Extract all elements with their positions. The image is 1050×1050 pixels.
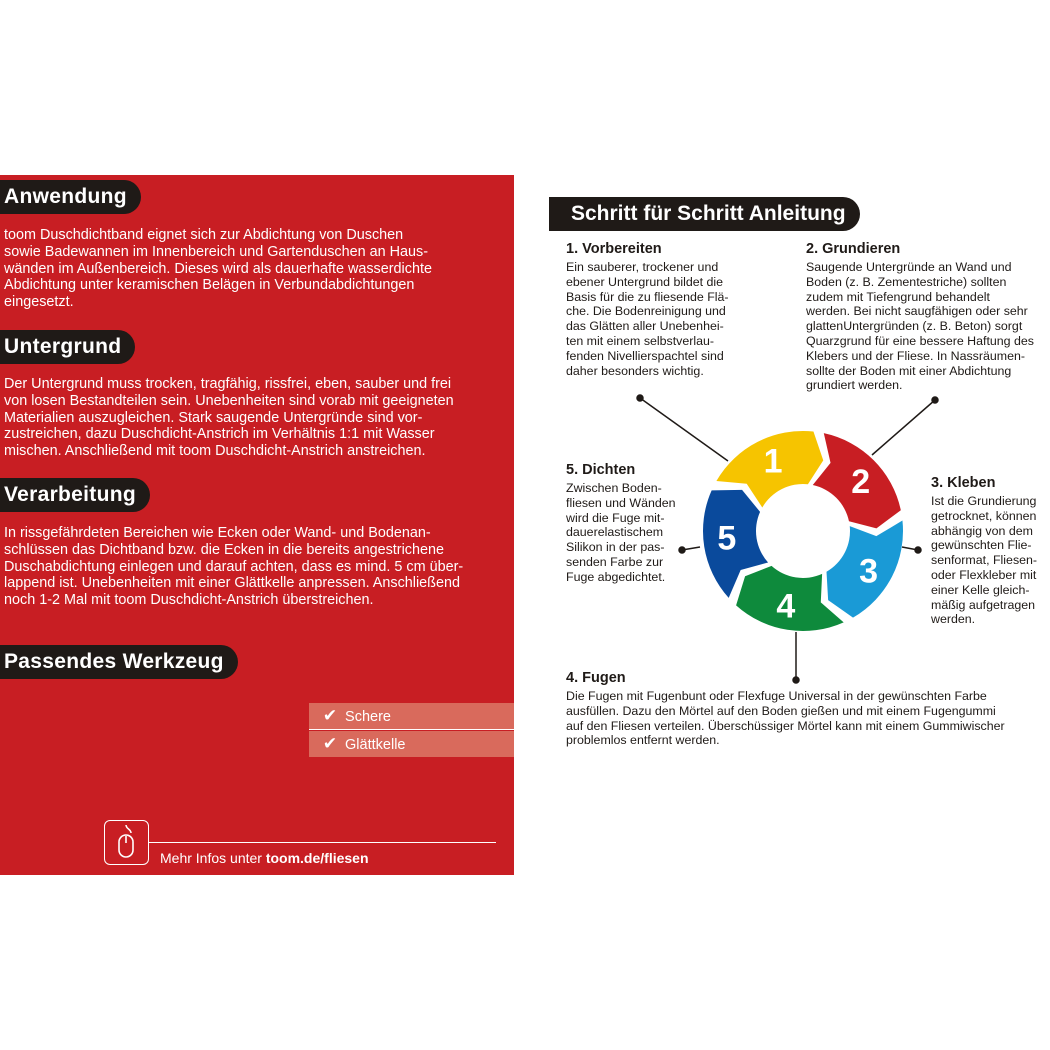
untergrund-text: Der Untergrund muss trocken, tragfähig, rissfrei, eben, sauber und frei von losen Bestandteilen sein. Unebenheiten sind vorab mit geeigneten Materialien auszugleichen. Stark saugende Untergründe sind vor- zustreichen, dazu Duschdicht-Anstrich im Verhältnis 1:1 mit Wasser mischen. Anschließend mit toom Duschdicht-Anstrich anstreichen.: [4, 376, 454, 460]
connector-step-2: [872, 400, 935, 455]
step-5-text: Zwischen Boden- fliesen und Wänden wird die Fuge mit- dauerelastischem Silikon in der pas- senden Farbe zur Fuge abgedichtet.: [566, 481, 676, 584]
step-4-text: Die Fugen mit Fugenbunt oder Flexfuge Universal in der gewünschten Farbe ausfüllen. Dazu den Mörtel auf den Boden gießen und mit einem Fugengummi auf den Fliesen verteilen. Überschüssiger Mörtel kann mit einem Gummiwischer problemlos entfernt werden.: [566, 689, 1005, 748]
connector-step-1: [640, 398, 728, 461]
werkzeug-heading: Passendes Werkzeug: [0, 645, 238, 679]
connector-dot-2: [932, 397, 938, 403]
step-4-title: 4. Fugen: [566, 670, 626, 686]
step-2-text: Saugende Untergründe an Wand und Boden (z. B. Zementestriche) sollten zudem mit Tiefengrund behandelt werden. Bei nicht saugfähigen oder sehr glattenUntergründen (z. B. Beton) sorgt Quarzgrund für eine bessere Haftung des Klebers und der Fliese. In Nassräumen- sollte der Boden mit einer Abdichtung grundiert werden.: [806, 260, 1034, 393]
step-3-text: Ist die Grundierung getrocknet, können abhängig von dem gewünschten Flie- senformat, Fliesen- oder Flexkleber mit einer Kelle gleich- mäßig aufgetragen werden.: [931, 494, 1038, 627]
cycle-label-3: 3: [859, 552, 879, 591]
step-1-text: Ein sauberer, trockener und ebener Untergrund bildet die Basis für die zu fliesende Flä- che. Die Bodenreinigung und das Glätten aller Unebenhei- ten mit einem selbstverlau- fenden Nivellierspachtel sind daher besonders wichtig.: [566, 260, 729, 378]
cycle-label-2: 2: [851, 462, 871, 501]
untergrund-heading: Untergrund: [0, 330, 135, 364]
guide-title: Schritt für Schritt Anleitung: [549, 197, 860, 231]
step-5-title: 5. Dichten: [566, 462, 636, 478]
connector-dot-5: [679, 547, 685, 553]
cycle-label-5: 5: [717, 519, 737, 558]
connector-dot-3: [915, 547, 921, 553]
checkmark-icon: ✔: [322, 734, 338, 753]
anwendung-heading: Anwendung: [0, 180, 141, 214]
checkmark-icon: ✔: [322, 706, 338, 725]
footer-link[interactable]: toom.de/fliesen: [265, 850, 369, 866]
verarbeitung-text: In rissgefährdeten Bereichen wie Ecken oder Wand- und Bodenan- schlüssen das Dichtband bzw. die Ecken in die bereits angestrichene Duschabdichtung einlegen und darauf achten, dass es mind. 5 cm über- lappend ist. Unebenheiten mit einer Glättkelle anpressen. Anschließend noch 1-2 Mal mit toom Duschdicht-Anstrich überstreichen.: [4, 525, 464, 609]
connector-dot-1: [637, 395, 643, 401]
footer-link-text: Mehr Infos unter toom.de/fliesen: [160, 850, 369, 866]
step-3-title: 3. Kleben: [931, 475, 996, 491]
anwendung-text: toom Duschdichtband eignet sich zur Abdichtung von Duschen sowie Badewannen im Innenbereich und Gartenduschen an Haus- wänden im Außenbereich. Dieses wird als dauerhafte wasserdichte Abdichtung unter keramischen Belägen in Verbundabdichtungen eingesetzt.: [4, 227, 432, 311]
cycle-label-1: 1: [763, 442, 783, 481]
cycle-label-4: 4: [776, 587, 796, 626]
tool-item-glaettkelle: ✔ Glättkelle: [309, 731, 514, 757]
step-1-title: 1. Vorbereiten: [566, 241, 662, 257]
tool-item-schere: ✔ Schere: [309, 703, 514, 729]
connector-dot-4: [793, 677, 799, 683]
step-2-title: 2. Grundieren: [806, 241, 901, 257]
verarbeitung-heading: Verarbeitung: [0, 478, 150, 512]
